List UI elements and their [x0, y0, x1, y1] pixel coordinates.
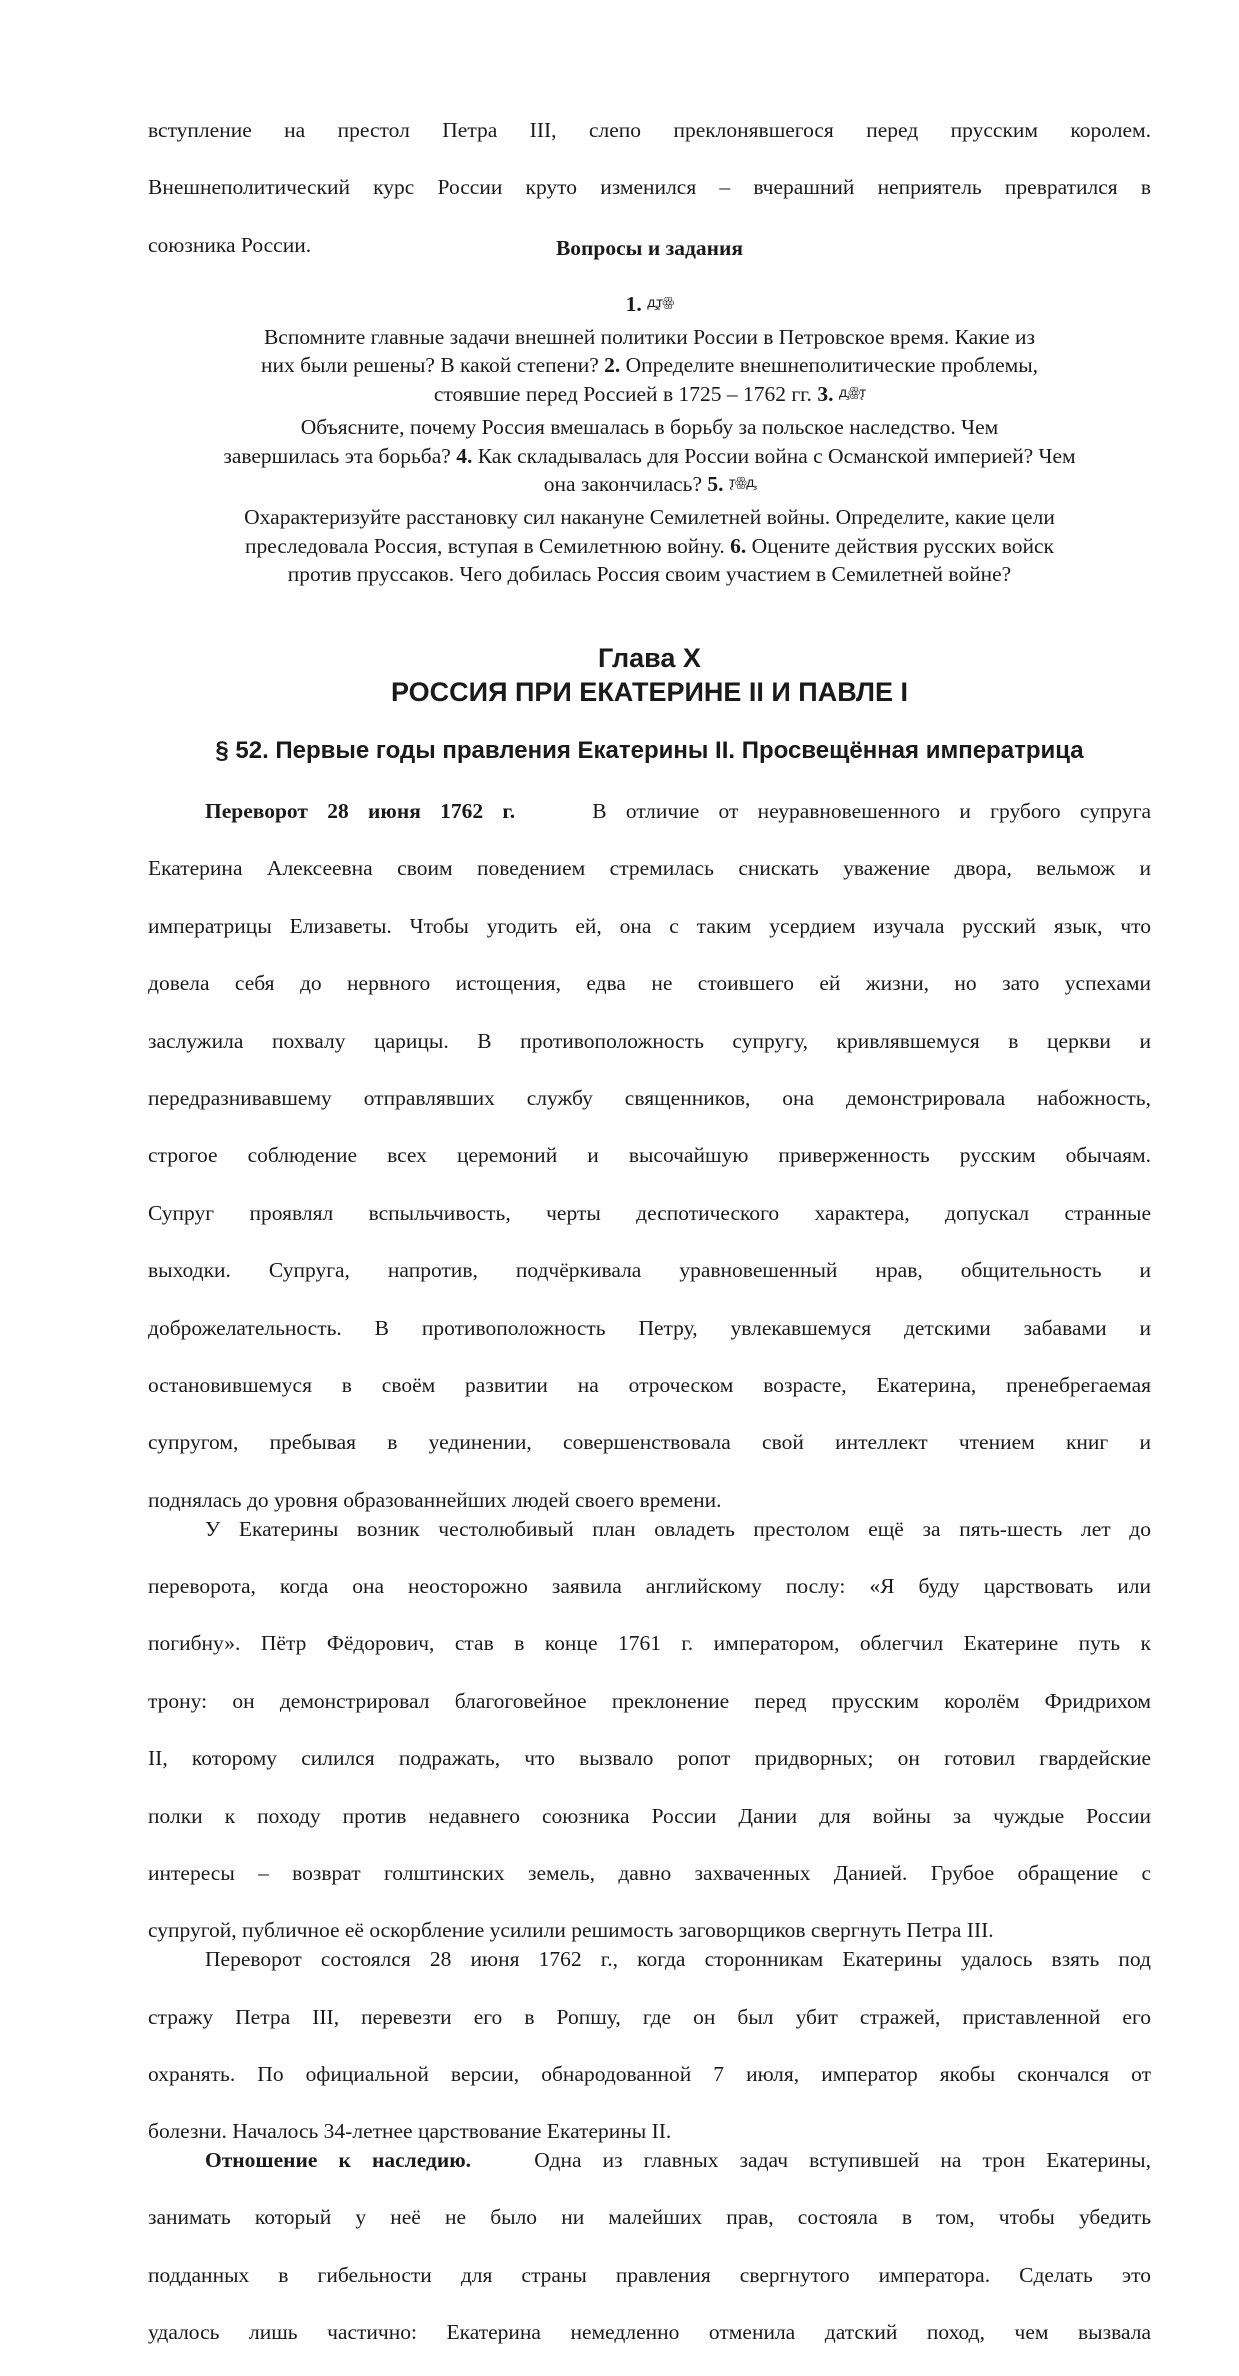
question-number: 2. [604, 353, 621, 378]
question-text: Вспомните главные задачи внешней политики России в Петровское время. Какие из [263, 324, 1036, 349]
glyph-mark-icon: ꚉꙮꚑ [838, 386, 866, 402]
text-line: стражу Петра III, перевезти его в Ропшу, где он был убит стражей, приставленной его [148, 2004, 1151, 2029]
questions-heading: Вопросы и задания [555, 236, 744, 260]
question-text: Оцените действия русских войск [751, 533, 1054, 558]
glyph-mark-icon: ꚉꚑꙮ [647, 296, 674, 311]
text-line: союзника России. [148, 232, 312, 257]
text-line: полки к походу против недавнего союзника России Дании для войны за чуждые России [148, 1803, 1151, 1828]
question-number: 4. [456, 443, 473, 468]
question-line [148, 442, 1151, 471]
text-line: Супруг проявлял вспыльчивость, черты деспотического характера, допускал странные [148, 1200, 1151, 1225]
text-line [148, 2146, 1151, 2203]
question-line [148, 503, 1151, 532]
text-line: супругой, публичное её оскорбление усилили решимость заговорщиков свергнуть Петра III. [148, 1918, 994, 1943]
question-line [148, 290, 1151, 319]
text-line: супругом, пребывая в уединении, совершенствовала свой интеллект чтением книг и [148, 1430, 1151, 1455]
text-line: II, которому силился подражать, что вызвало ропот придворных; он готовил гвардейские [148, 1746, 1151, 1771]
question-number: 6. [730, 533, 747, 558]
question-text: Охарактеризуйте расстановку сил накануне Семилетней войны. Определите, какие цели [244, 504, 1055, 529]
text-line: У Екатерины возник честолюбивый план овладеть престолом ещё за пять-шесть лет до [205, 1516, 1151, 1541]
text-line: вступление на престол Петра III, слепо преклонявшегося перед прусским королем. [148, 118, 1151, 142]
paragraph-heading: Переворот 28 июня 1762 г. [205, 799, 516, 823]
text-span: Одна из главных задач вступившей на трон Екатерины, [534, 2148, 1151, 2173]
question-text: Как складывалась для России война с Османской империей? Чем [477, 443, 1076, 468]
section-body [148, 797, 1151, 2376]
text-line: интересы – возврат голштинских земель, давно захваченных Данией. Грубое обращение с [148, 1861, 1151, 1886]
text-line: переворота, когда она неосторожно заявила английскому послу: «Я буду царствовать или [148, 1573, 1151, 1598]
glyph-mark-icon: ꚑꙮꚉ [728, 476, 756, 492]
text-line: довела себя до нервного истощения, едва не стоившего ей жизни, но зато успехами [148, 971, 1151, 996]
question-text: преследовала Россия, вступая в Семилетнюю войну. [245, 533, 725, 558]
text-line: строгое соблюдение всех церемоний и высочайшую приверженность русским обычаям. [148, 1143, 1151, 1168]
question-line [148, 413, 1151, 442]
question-text: стоявшие перед Россией в 1725 – 1762 гг. [433, 382, 812, 407]
text-line [148, 797, 1151, 854]
question-line [148, 470, 1151, 499]
question-line [148, 560, 1151, 589]
text-line: доброжелательность. В противоположность Петру, увлекавшемуся детскими забавами и [148, 1315, 1151, 1340]
text-line: Екатерина Алексеевна своим поведением стремилась снискать уважение двора, вельмож и [148, 856, 1151, 881]
question-line [148, 323, 1151, 352]
text-line: выходки. Супруга, напротив, подчёркивала уравновешенный нрав, общительность и [148, 1258, 1151, 1283]
text-line: императрицы Елизаветы. Чтобы угодить ей, она с таким усердием изучала русский язык, что [148, 913, 1151, 938]
question-text: них были решены? В какой степени? [260, 353, 599, 378]
text-line: Переворот состоялся 28 июня 1762 г., когда сторонникам Екатерины удалось взять под [205, 1947, 1151, 1972]
question-text: Определите внешнеполитические проблемы, [625, 353, 1039, 378]
text-line: болезни. Началось 34-летнее царствование Екатерины II. [148, 2119, 672, 2144]
text-span: В отличие от неуравновешенного и грубого супруга [592, 799, 1152, 823]
chapter-number: Глава Х [598, 643, 701, 673]
text-line: остановившемуся в своём развитии на отроческом возрасте, Екатерина, пренебрегаемая [148, 1373, 1151, 1398]
question-text: Объясните, почему Россия вмешалась в борьбу за польское наследство. Чем [300, 414, 999, 439]
text-line: поднялась до уровня образованнейших людей своего времени. [148, 1487, 722, 1512]
text-line: подданных в гибельности для страны правления свергнутого императора. Сделать это [148, 2262, 1151, 2287]
question-line [148, 532, 1151, 561]
text-line: трону: он демонстрировал благоговейное преклонение перед прусским королём Фридрихом [148, 1688, 1151, 1713]
question-number: 3. [817, 382, 834, 407]
section-title: § 52. Первые годы правления Екатерины II. Просвещённая императрица [215, 737, 1084, 764]
questions-list [148, 290, 1151, 589]
text-line: передразнивавшему отправлявших службу священников, она демонстрировала набожность, [148, 1086, 1151, 1111]
text-line: занимать который у неё не было ни малейших прав, состояла в том, чтобы убедить [148, 2205, 1151, 2230]
question-text: завершилась эта борьба? [223, 443, 451, 468]
paragraph-heading: Отношение к наследию. [205, 2148, 472, 2173]
question-line [148, 380, 1151, 409]
question-text: против пруссаков. Чего добилась Россия своим участием в Семилетней войне? [287, 562, 1012, 587]
question-number: 5. [707, 472, 724, 497]
chapter-title: РОССИЯ ПРИ ЕКАТЕРИНЕ II И ПАВЛЕ I [391, 677, 908, 707]
question-number: 1. [625, 292, 642, 316]
text-line: Внешнеполитический курс России круто изменился – вчерашний неприятель превратился в [148, 175, 1151, 200]
text-line: погибну». Пётр Фёдорович, став в конце 1761 г. императором, облегчил Екатерине путь к [148, 1631, 1151, 1656]
text-line: удалось лишь частично: Екатерина немедленно отменила датский поход, чем вызвала [148, 2320, 1151, 2345]
question-line [148, 351, 1151, 380]
text-line: охранять. По официальной версии, обнародованной 7 июля, император якобы скончался от [148, 2061, 1151, 2086]
question-text: она закончилась? [543, 472, 703, 497]
text-line: заслужила похвалу царицы. В противоположность супругу, кривлявшемуся в церкви и [148, 1028, 1151, 1053]
